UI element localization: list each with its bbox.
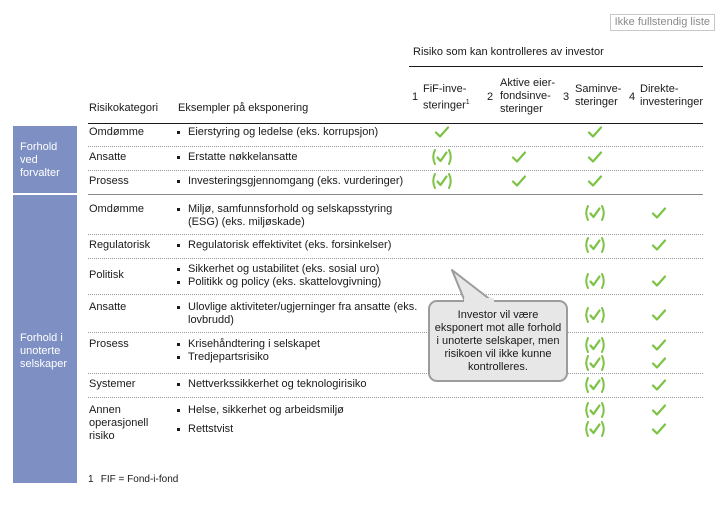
row-9-category: Systemer [89, 378, 136, 390]
row-3-category: Prosess [89, 175, 129, 187]
column-4-number: 4 [629, 91, 636, 103]
row-1-category: Omdømme [89, 126, 144, 138]
check-icon [433, 125, 451, 139]
check-icon [510, 150, 528, 164]
column-3-header: Saminve- steringer [575, 83, 622, 108]
column-2-number: 2 [487, 91, 494, 103]
callout-pointer-joint [464, 296, 494, 304]
row-10-examples: Helse, sikkerhet og arbeidsmiljø Rettstvist [176, 404, 420, 436]
incomplete-list-tag: Ikke fullstendig liste [610, 14, 715, 31]
group-title: Risiko som kan kontrolleres av investor [413, 46, 604, 58]
row-3-examples: Investeringsgjennomgang (eks. vurderinger) [176, 175, 420, 188]
section-manager-label: Forhold ved forvalter [13, 126, 77, 193]
row-divider [88, 146, 703, 147]
row-5-category: Regulatorisk [89, 239, 151, 251]
row-divider [88, 397, 703, 398]
row-8-examples: Krisehåndtering i selskapet Tredjepartsrisiko [176, 338, 420, 364]
column-1-header: FiF-inve- steringer$^1$ [423, 83, 470, 112]
column-2-header: Aktive eier- fondsinve- steringer [500, 77, 556, 115]
row-6-category: Politisk [89, 269, 124, 281]
section-companies-label: Forhold i unoterte selskaper [13, 195, 77, 483]
row-10-category: Annen operasjonell risiko [89, 404, 149, 442]
callout-box: Investor vil være eksponert mot alle forhold i unoterte selskaper, men risikoen vil ikke kunne kontrolleres. [428, 300, 568, 382]
row-divider [88, 373, 703, 374]
check-icon [650, 338, 668, 352]
section-rule [88, 194, 703, 195]
row-7-category: Ansatte [89, 301, 127, 313]
check-icon [650, 422, 668, 436]
examples-header: Eksempler på eksponering [178, 102, 309, 114]
check-icon [586, 174, 604, 188]
row-6-examples: Sikkerhet og ustabilitet (eks. sosial uro) Politikk og policy (eks. skattelovgivning) [176, 263, 420, 289]
column-1-number: 1 [412, 91, 419, 103]
check-icon [510, 174, 528, 188]
partial-check-icon [583, 204, 607, 222]
row-2-category: Ansatte [89, 151, 127, 163]
partial-check-icon [583, 236, 607, 254]
partial-check-icon [430, 148, 454, 166]
row-8-category: Prosess [89, 338, 129, 350]
row-5-examples: Regulatorisk effektivitet (eks. forsinkelser) [176, 239, 420, 252]
partial-check-icon [583, 354, 607, 372]
row-4-category: Omdømme [89, 203, 144, 215]
row-9-examples: Nettverkssikkerhet og teknologirisiko [176, 378, 420, 391]
partial-check-icon [430, 172, 454, 190]
partial-check-icon [583, 306, 607, 324]
check-icon [650, 308, 668, 322]
row-divider [88, 170, 703, 171]
header-rule [88, 123, 703, 124]
row-divider [88, 332, 703, 333]
check-icon [650, 274, 668, 288]
check-icon [586, 150, 604, 164]
row-2-examples: Erstatte nøkkelansatte [176, 151, 420, 164]
partial-check-icon [583, 376, 607, 394]
partial-check-icon [583, 336, 607, 354]
check-icon [650, 238, 668, 252]
column-4-header: Direkte- investeringer [640, 83, 703, 108]
check-icon [586, 125, 604, 139]
row-divider [88, 294, 703, 295]
row-4-examples: Miljø, samfunnsforhold og selskapsstyring (ESG) (eks. miljøskade) [176, 203, 420, 229]
check-icon [650, 403, 668, 417]
footnote: 1 FIF = Fond-i-fond [88, 474, 179, 485]
row-divider [88, 234, 703, 235]
group-title-rule [409, 66, 703, 67]
check-icon [650, 206, 668, 220]
row-7-examples: Ulovlige aktiviteter/ugjerninger fra ansatte (eks. lovbrudd) [176, 301, 420, 327]
partial-check-icon [583, 272, 607, 290]
partial-check-icon [583, 420, 607, 438]
row-divider [88, 258, 703, 259]
column-3-number: 3 [563, 91, 570, 103]
check-icon [650, 378, 668, 392]
partial-check-icon [583, 401, 607, 419]
row-1-examples: Eierstyring og ledelse (eks. korrupsjon) [176, 126, 420, 139]
check-icon [650, 356, 668, 370]
category-header: Risikokategori [89, 102, 159, 114]
